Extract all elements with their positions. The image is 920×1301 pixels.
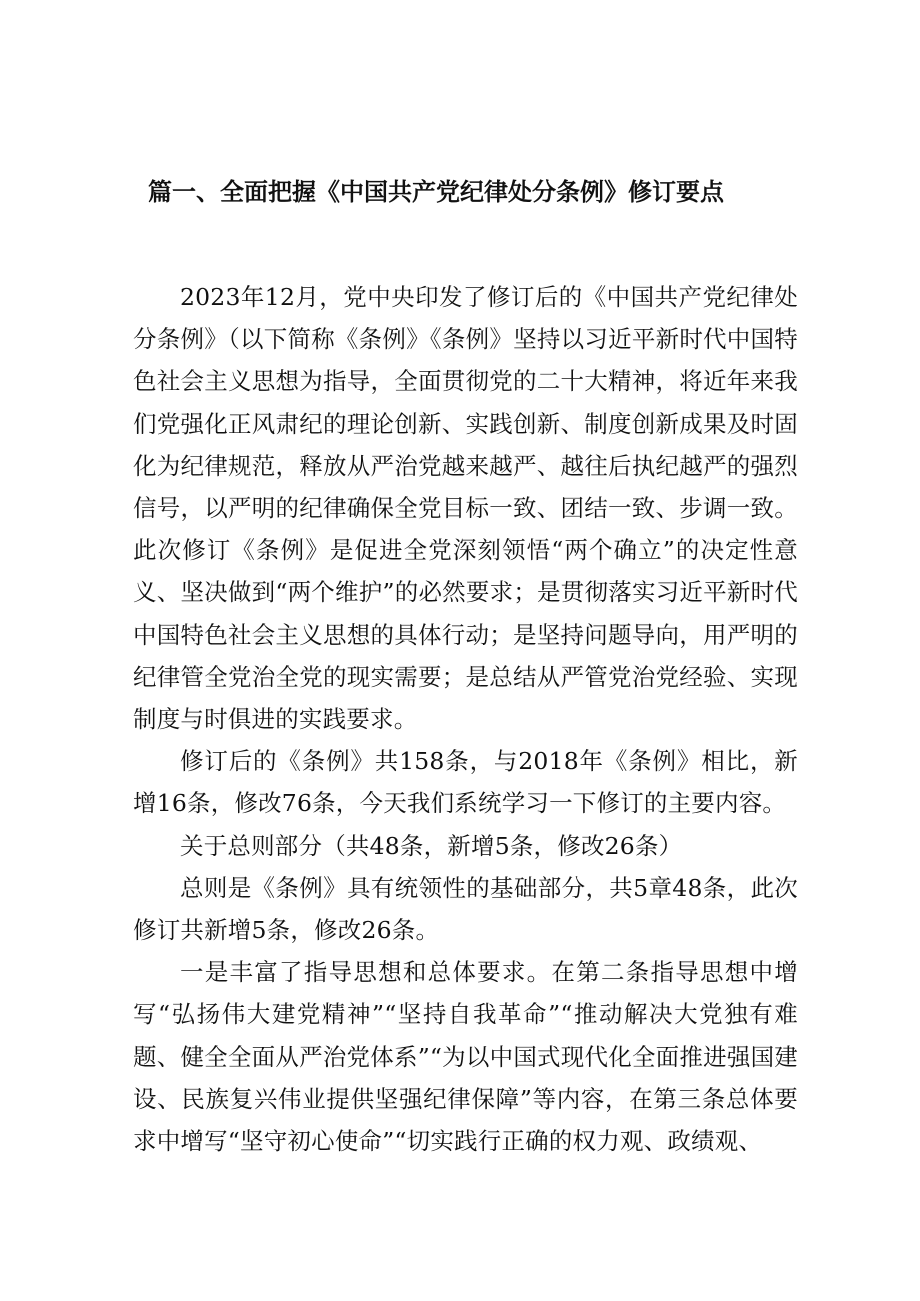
document-body (133, 276, 798, 1162)
paragraph-point-one: 一是丰富了指导思想和总体要求。在第二条指导思想中增写“弘扬伟大建党精神”“坚持自我革命”“推动解决大党独有难题、健全全面从严治党体系”“为以中国式现代化全面推进强国建设、民族复兴伟业提供坚强纪律保障”等内容，在第三条总体要求中增写“坚守初心使命”“切实践行正确的权力观、政绩观、 (133, 958, 798, 1156)
section-heading-general: 关于总则部分（共48条，新增5条，修改26条） (180, 831, 683, 860)
paragraph-summary: 修订后的《条例》共158条，与2018年《条例》相比，新增16条，修改76条，今天我们系统学习一下修订的主要内容。 (133, 747, 798, 818)
document-title: 篇一、全面把握《中国共产党纪律处分条例》修订要点 (148, 178, 724, 206)
paragraph-general: 总则是《条例》具有统领性的基础部分，共5章48条，此次修订共新增5条，修改26条。 (133, 873, 798, 945)
paragraph-intro: 2023年12月，党中央印发了修订后的《中国共产党纪律处分条例》（以下简称《条例》《条例》坚持以习近平新时代中国特色社会主义思想为指导，全面贯彻党的二十大精神，将近年来我们党强化正风肃纪的理论创新、实践创新、制度创新成果及时固化为纪律规范，释放从严治党越来越严、越往后执纪越严的强烈信号，以严明的纪律确保全党目标一致、团结一致、步调一致。此次修订《条例》是促进全党深刻领悟“两个确立”的决定性意义、坚决做到“两个维护”的必然要求；是贯彻落实习近平新时代中国特色社会主义思想的具体行动；是坚持问题导向，用严明的纪律管全党治全党的现实需要；是总结从严管党治党经验、实现制度与时俱进的实践要求。 (133, 283, 798, 734)
